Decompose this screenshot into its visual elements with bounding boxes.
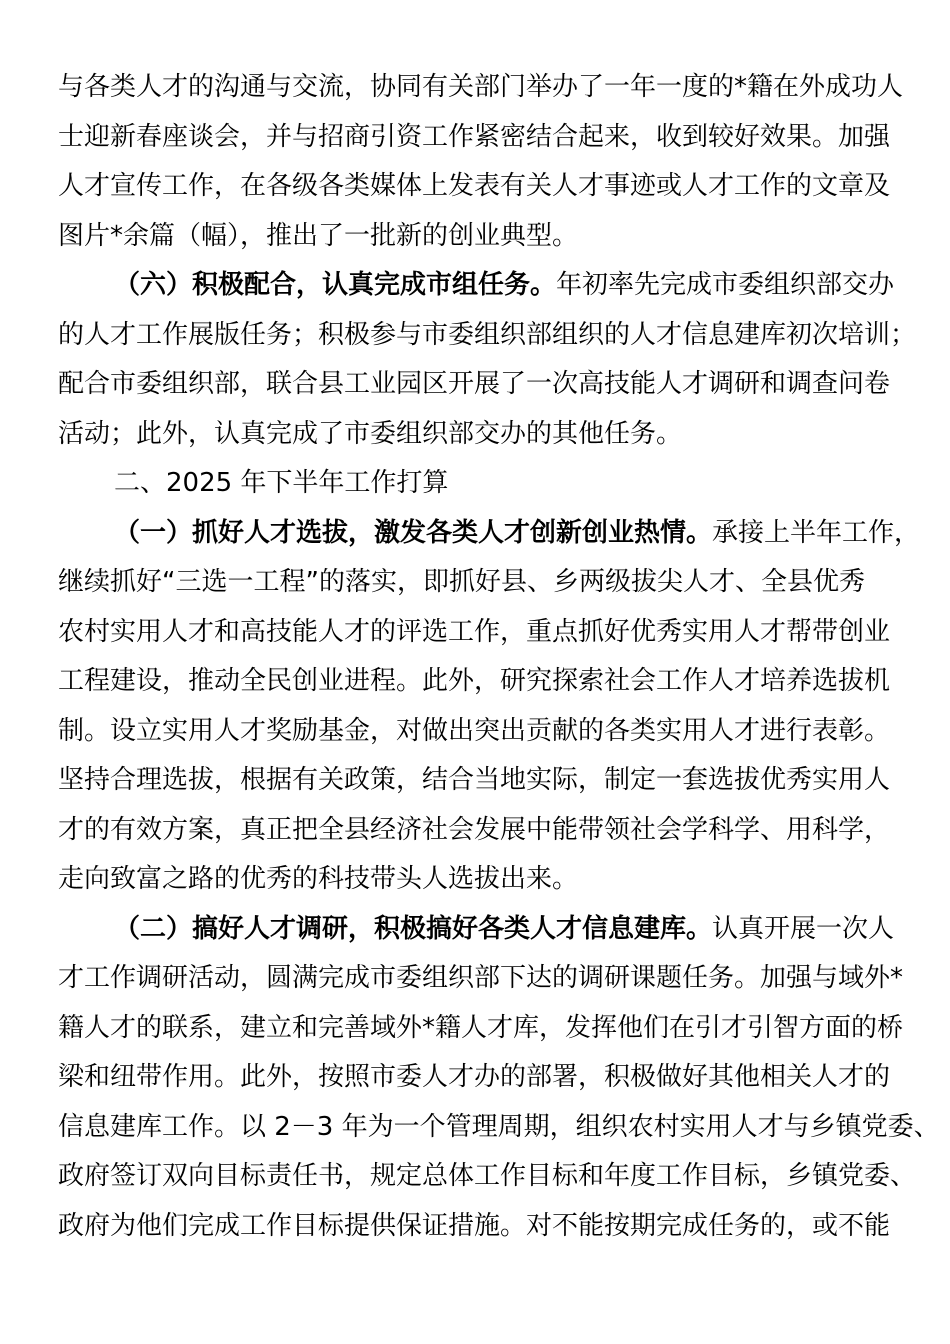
paragraph-heading: （六）积极配合，认真完成市组任务。	[114, 270, 557, 300]
paragraph-heading: （二）搞好人才调研，积极搞好各类人才信息建库。	[114, 913, 713, 944]
text-line: 制。设立实用人才奖励基金，对做出突出贡献的各类实用人才进行表彰。	[58, 715, 891, 746]
paragraph-text: 年初率先完成市委组织部交办	[556, 270, 895, 300]
text-line: 信息建库工作。以 2－3 年为一个管理周期，组织农村实用人才与乡镇党委、	[58, 1111, 940, 1142]
text-line	[58, 509, 921, 559]
text-line: 才的有效方案，真正把全县经济社会发展中能带领社会学科学、用科学，	[58, 814, 891, 845]
paragraph-city-tasks	[58, 261, 917, 459]
text-line: 籍人才的联系，建立和完善域外*籍人才库，发挥他们在引才引智方面的桥	[58, 1012, 904, 1043]
text-line: 活动；此外，认真完成了市委组织部交办的其他任务。	[58, 418, 683, 449]
text-line: 工程建设，推动全民创业进程。此外，研究探索社会工作人才培养选拔机	[58, 666, 891, 696]
text-line: 继续抓好“三选一工程”的落实，即抓好县、乡两级拔尖人才、全县优秀	[58, 567, 865, 597]
paragraph-heading: （一）抓好人才选拔，激发各类人才创新创业热情。	[114, 517, 713, 548]
text-line: 农村实用人才和高技能人才的评选工作，重点抓好优秀实用人才帮带创业	[58, 616, 891, 647]
text-line	[58, 905, 898, 955]
text-line: 与各类人才的沟通与交流，协同有关部门举办了一年一度的*籍在外成功人	[58, 72, 904, 102]
text-line: 政府签订双向目标责任书，规定总体工作目标和年度工作目标，乡镇党委、	[58, 1161, 917, 1191]
document-body	[58, 63, 940, 1251]
paragraph-talent-selection	[58, 509, 921, 905]
paragraph-talent-communication	[58, 63, 904, 261]
text-line: 才工作调研活动，圆满完成市委组织部下达的调研课题任务。加强与域外*	[58, 963, 904, 993]
paragraph-text: 认真开展一次人	[712, 913, 895, 944]
text-line: 梁和纽带作用。此外，按照市委人才办的部署，积极做好其他相关人才的	[58, 1062, 891, 1092]
section-title: 二、2025 年下半年工作打算	[114, 468, 449, 498]
text-line: 走向致富之路的优秀的科技带头人选拔出来。	[58, 864, 579, 894]
text-line: 人才宣传工作，在各级各类媒体上发表有关人才事迹或人才工作的文章及	[58, 171, 891, 201]
text-line: 图片*余篇（幅），推出了一批新的创业典型。	[58, 220, 579, 251]
text-line: 坚持合理选拔，根据有关政策，结合当地实际，制定一套选拔优秀实用人	[58, 765, 891, 795]
text-line	[58, 261, 898, 311]
text-line: 的人才工作展版任务；积极参与市委组织部组织的人才信息建库初次培训；	[58, 319, 917, 350]
paragraph-talent-research	[58, 905, 940, 1252]
text-line: 配合市委组织部，联合县工业园区开展了一次高技能人才调研和调查问卷	[58, 369, 891, 399]
text-line: 政府为他们完成工作目标提供保证措施。对不能按期完成任务的，或不能	[58, 1210, 891, 1241]
text-line: 士迎新春座谈会，并与招商引资工作紧密结合起来，收到较好效果。加强	[58, 121, 891, 152]
paragraph-text: 承接上半年工作，	[712, 517, 921, 548]
